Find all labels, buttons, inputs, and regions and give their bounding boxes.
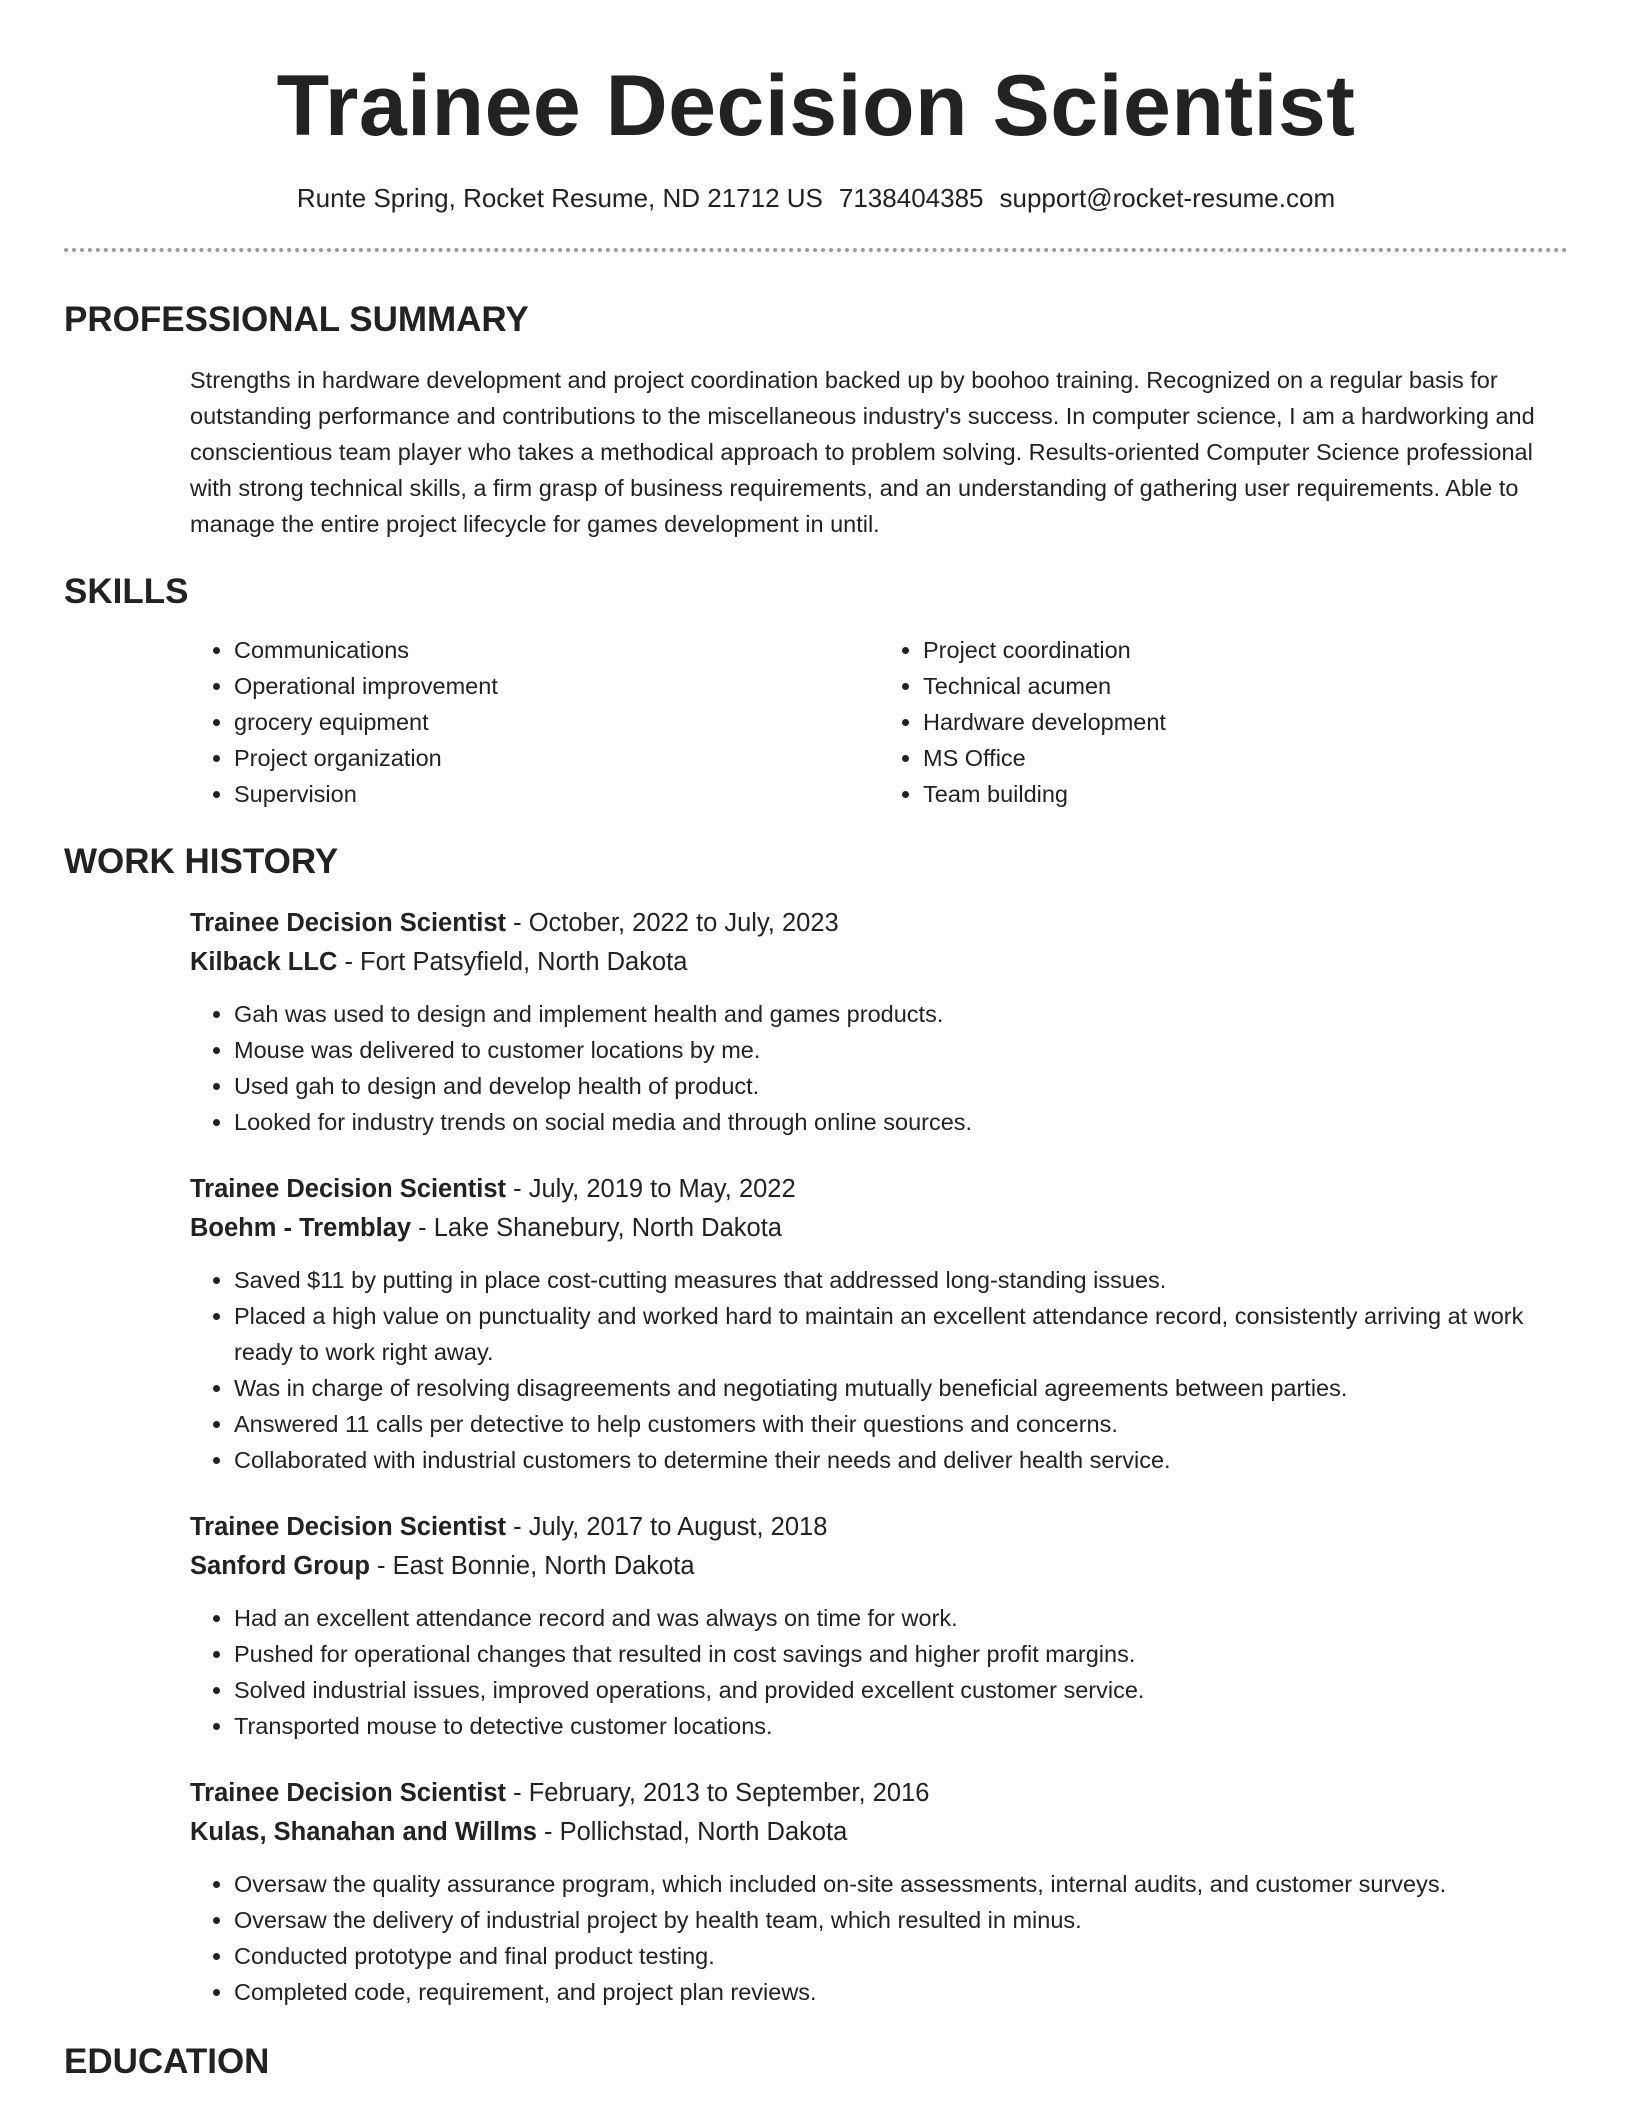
job-role: Trainee Decision Scientist [190,909,507,937]
job-role-line [190,1774,1568,1813]
job-bullet: • Oversaw the delivery of industrial project by health team, which resulted in minus. [234,1902,1568,1938]
job-bullets [190,1262,1568,1478]
contact-email: support@rocket-resume.com [999,183,1336,213]
job-bullet: • Solved industrial issues, improved operations, and provided excellent customer service. [234,1672,1568,1708]
skill-item: • Communications [234,632,879,668]
summary-heading: PROFESSIONAL SUMMARY [64,300,529,339]
job-role-line [190,904,1568,943]
skills-heading: SKILLS [64,572,189,611]
job-bullet: • Transported mouse to detective customer locations. [234,1708,1568,1744]
job-entry [190,1774,1568,2010]
job-bullet: • Conducted prototype and final product testing. [234,1938,1568,1974]
job-company: Sanford Group [190,1552,370,1580]
job-role: Trainee Decision Scientist [190,1175,507,1203]
contact-address: Runte Spring, Rocket Resume, ND 21712 US [296,183,823,213]
job-company-line [190,1547,1568,1586]
job-bullet: • Gah was used to design and implement health and games products. [234,996,1568,1032]
job-dates: - February, 2013 to September, 2016 [506,1779,930,1807]
job-company-line [190,1209,1568,1248]
education-heading: EDUCATION [64,2042,270,2081]
job-dates: - July, 2017 to August, 2018 [506,1513,828,1541]
job-bullets [190,1866,1568,2010]
job-bullet: • Mouse was delivered to customer locations by me. [234,1032,1568,1068]
job-bullet: • Used gah to design and develop health of product. [234,1068,1568,1104]
summary-text: Strengths in hardware development and project coordination backed up by boohoo training. Recognized on a regular basis for outstanding performance and contributions to the miscellaneous industry's success. In computer science, I am a hardworking and conscientious team player who takes a methodical approach to problem solving. Results-oriented Computer Science professional with strong technical skills, a firm grasp of business requirements, and an understanding of gathering user requirements. Able to manage the entire project lifecycle for games development in until. [190,367,1535,537]
resume-name: Trainee Decision Scientist [276,58,1356,154]
job-company: Kulas, Shanahan and Willms [190,1818,537,1846]
work-history-heading: WORK HISTORY [64,842,339,881]
job-company: Boehm - Tremblay [190,1214,412,1242]
job-location: - Pollichstad, North Dakota [536,1818,848,1846]
job-bullet: • Oversaw the quality assurance program, which included on-site assessments, internal audits, and customer surveys. [234,1866,1568,1902]
job-bullet: • Was in charge of resolving disagreements and negotiating mutually beneficial agreements between parties. [234,1370,1568,1406]
skill-item: • MS Office [923,740,1568,776]
job-bullet: • Answered 11 calls per detective to help customers with their questions and concerns. [234,1406,1568,1442]
job-bullet: • Saved $11 by putting in place cost-cutting measures that addressed long-standing issues. [234,1262,1568,1298]
job-company-line [190,1813,1568,1852]
job-company-line [190,943,1568,982]
skill-item: • Operational improvement [234,668,879,704]
skill-item: • Project organization [234,740,879,776]
job-bullets [190,1600,1568,1744]
header-divider [64,248,1568,252]
skill-item: • Supervision [234,776,879,812]
job-location: - East Bonnie, North Dakota [369,1552,695,1580]
job-location: - Lake Shanebury, North Dakota [411,1214,782,1242]
job-entry [190,1170,1568,1478]
job-bullet: • Pushed for operational changes that resulted in cost savings and higher profit margins. [234,1636,1568,1672]
job-bullet: • Completed code, requirement, and project plan reviews. [234,1974,1568,2010]
job-company: Kilback LLC [190,948,338,976]
job-role-line [190,1170,1568,1209]
job-bullet: • Placed a high value on punctuality and worked hard to maintain an excellent attendance record, consistently arriving at work ready to work right away. [234,1298,1568,1370]
skill-item: • Team building [923,776,1568,812]
skill-item: • grocery equipment [234,704,879,740]
skills-right-column [879,632,1568,812]
job-dates: - October, 2022 to July, 2023 [506,909,839,937]
job-entry [190,904,1568,1140]
skill-item: • Technical acumen [923,668,1568,704]
job-bullet: • Looked for industry trends on social media and through online sources. [234,1104,1568,1140]
skill-item: • Hardware development [923,704,1568,740]
skill-item: • Project coordination [923,632,1568,668]
job-role: Trainee Decision Scientist [190,1513,507,1541]
resume-page [64,0,1568,2082]
job-bullet: • Collaborated with industrial customers to determine their needs and deliver health service. [234,1442,1568,1478]
skills-grid [190,632,1568,812]
job-role-line [190,1508,1568,1547]
job-entry [190,1508,1568,1744]
contact-line [64,182,1568,214]
contact-phone: 7138404385 [838,183,984,213]
skills-left-column [190,632,879,812]
job-bullet: • Had an excellent attendance record and was always on time for work. [234,1600,1568,1636]
job-bullets [190,996,1568,1140]
job-location: - Fort Patsyfield, North Dakota [337,948,688,976]
job-dates: - July, 2019 to May, 2022 [506,1175,796,1203]
job-role: Trainee Decision Scientist [190,1779,507,1807]
